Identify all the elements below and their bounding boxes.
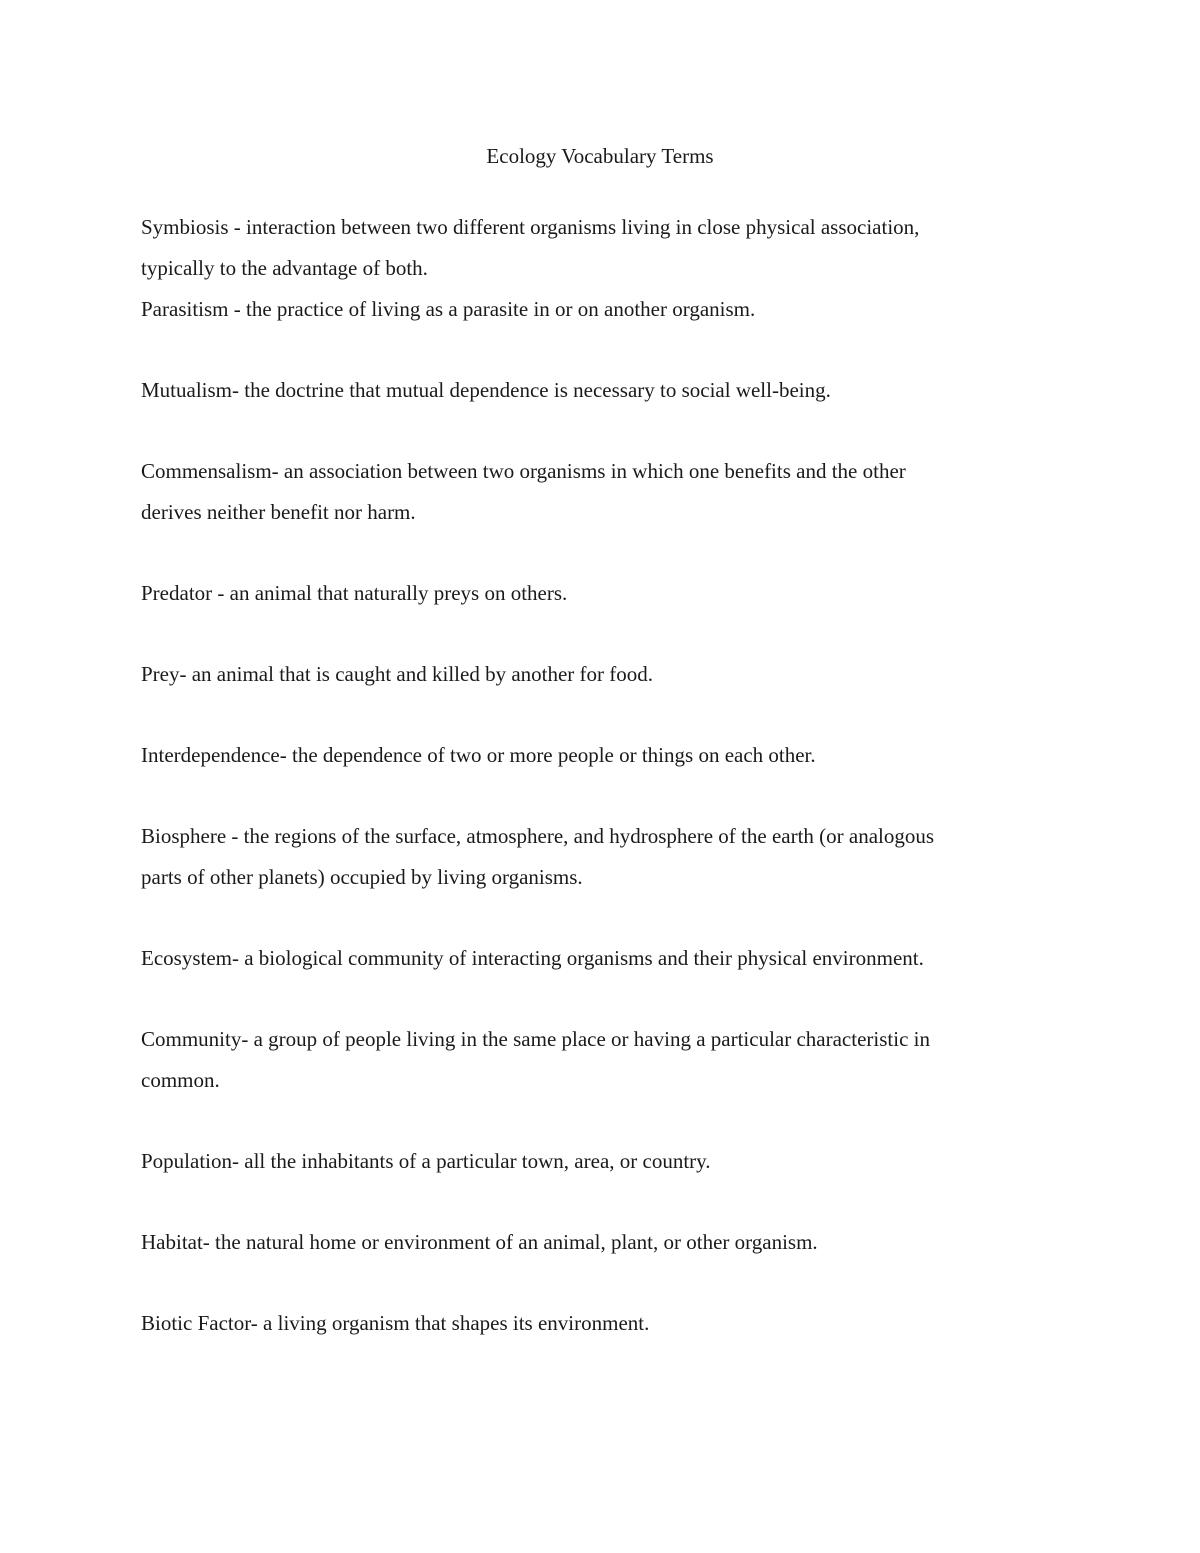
term-biosphere <box>141 816 1041 898</box>
term-biotic-factor <box>141 1303 1041 1344</box>
term-parasitism <box>141 289 1041 330</box>
term-line: Biotic Factor- a living organism that shapes its environment. <box>141 1311 650 1335</box>
term-line: Commensalism- an association between two organisms in which one benefits and the other <box>141 459 906 483</box>
term-community <box>141 1019 1041 1101</box>
term-interdependence <box>141 735 1041 776</box>
term-line: parts of other planets) occupied by living organisms. <box>141 865 583 889</box>
document-title: Ecology Vocabulary Terms <box>486 144 714 168</box>
term-symbiosis <box>141 207 1041 289</box>
term-line: common. <box>141 1068 220 1092</box>
term-predator <box>141 573 1041 614</box>
term-habitat <box>141 1222 1041 1263</box>
term-line: Community- a group of people living in the same place or having a particular characteristic in <box>141 1027 930 1051</box>
term-line: Ecosystem- a biological community of interacting organisms and their physical environment. <box>141 946 924 970</box>
term-commensalism <box>141 451 1041 533</box>
term-line: Habitat- the natural home or environment of an animal, plant, or other organism. <box>141 1230 818 1254</box>
term-ecosystem <box>141 938 1041 979</box>
term-line: Mutualism- the doctrine that mutual dependence is necessary to social well-being. <box>141 378 831 402</box>
term-line: Biosphere - the regions of the surface, atmosphere, and hydrosphere of the earth (or analogous <box>141 824 935 848</box>
term-line: Population- all the inhabitants of a particular town, area, or country. <box>141 1149 711 1173</box>
term-line: typically to the advantage of both. <box>141 256 428 280</box>
term-line: Predator - an animal that naturally preys on others. <box>141 581 568 605</box>
term-line: Symbiosis - interaction between two different organisms living in close physical association, <box>141 215 920 239</box>
term-line: Prey- an animal that is caught and killed by another for food. <box>141 662 654 686</box>
term-mutualism <box>141 370 1041 411</box>
term-prey <box>141 654 1041 695</box>
term-line: Parasitism - the practice of living as a parasite in or on another organism. <box>141 297 756 321</box>
term-population <box>141 1141 1041 1182</box>
term-line: Interdependence- the dependence of two or more people or things on each other. <box>141 743 816 767</box>
term-line: derives neither benefit nor harm. <box>141 500 416 524</box>
